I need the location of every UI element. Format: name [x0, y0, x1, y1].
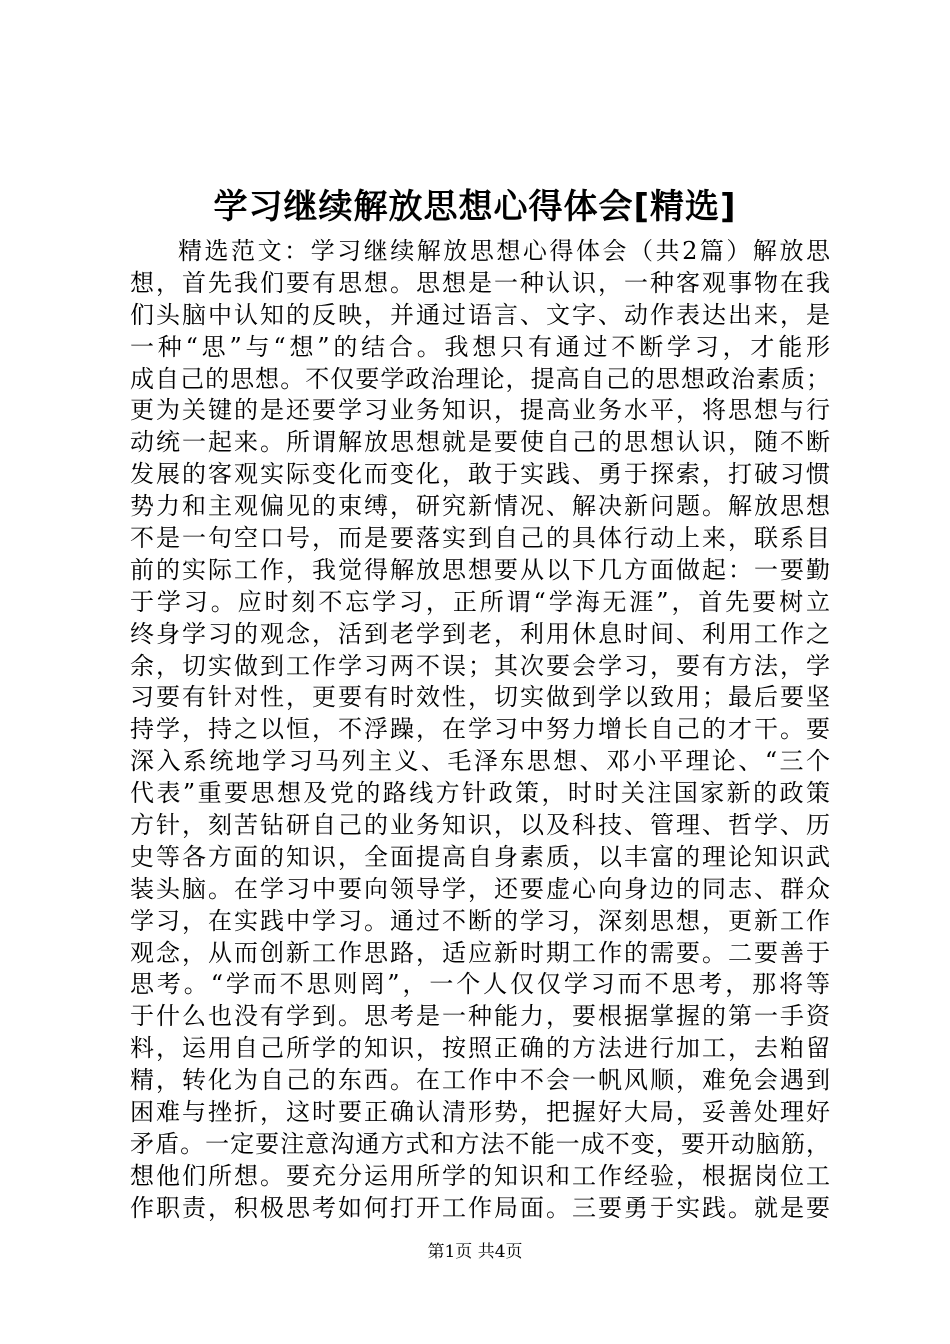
body-line: 终身学习的观念，活到老学到老，利用休息时间、利用工作之 — [130, 619, 830, 648]
body-line: 精，转化为自己的东西。在工作中不会一帆风顺，难免会遇到 — [130, 1066, 830, 1095]
document-title: 学习继续解放思想心得体会[精选] — [213, 187, 737, 227]
body-line: 装头脑。在学习中要向领导学，还要虚心向身边的同志、群众 — [130, 874, 830, 903]
body-line: 想他们所想。要充分运用所学的知识和工作经验，根据岗位工 — [130, 1161, 830, 1190]
body-line: 困难与挫折，这时要正确认清形势，把握好大局，妥善处理好 — [130, 1098, 830, 1127]
body-line: 势力和主观偏见的束缚，研究新情况、解决新问题。解放思想 — [130, 492, 830, 521]
body-line: 作职责，积极思考如何打开工作局面。三要勇于实践。就是要 — [130, 1193, 830, 1222]
body-line: 料，运用自己所学的知识，按照正确的方法进行加工，去粕留 — [130, 1034, 830, 1063]
body-line: 想，首先我们要有思想。思想是一种认识，一种客观事物在我 — [130, 268, 830, 297]
body-line: 动统一起来。所谓解放思想就是要使自己的思想认识，随不断 — [130, 428, 830, 457]
body-line: 深入系统地学习马列主义、毛泽东思想、邓小平理论、“三个 — [130, 747, 830, 776]
body-line: 成自己的思想。不仅要学政治理论，提高自己的思想政治素质； — [130, 364, 830, 393]
page-footer: 第1页 共4页 — [427, 1242, 523, 1262]
body-line: 余，切实做到工作学习两不误；其次要会学习，要有方法，学 — [130, 651, 830, 680]
body-line: 前的实际工作，我觉得解放思想要从以下几方面做起：一要勤 — [130, 555, 830, 584]
body-line: 一种“思”与“想”的结合。我想只有通过不断学习，才能形 — [130, 332, 830, 361]
body-line: 们头脑中认知的反映，并通过语言、文字、动作表达出来，是 — [130, 300, 830, 329]
body-line: 思考。“学而不思则罔”，一个人仅仅学习而不思考，那将等 — [130, 970, 830, 999]
body-line: 史等各方面的知识，全面提高自身素质，以丰富的理论知识武 — [130, 842, 830, 871]
body-line: 不是一句空口号，而是要落实到自己的具体行动上来，联系目 — [130, 524, 830, 553]
body-line: 习要有针对性，更要有时效性，切实做到学以致用；最后要坚 — [130, 683, 830, 712]
body-line: 精选范文：学习继续解放思想心得体会（共2篇）解放思 — [178, 237, 830, 265]
body-line: 方针，刻苦钻研自己的业务知识，以及科技、管理、哲学、历 — [130, 811, 830, 840]
body-line: 更为关键的是还要学习业务知识，提高业务水平，将思想与行 — [130, 396, 830, 425]
body-line: 矛盾。一定要注意沟通方式和方法不能一成不变，要开动脑筋， — [130, 1129, 830, 1158]
body-line: 于学习。应时刻不忘学习，正所谓“学海无涯”，首先要树立 — [130, 587, 830, 616]
body-line: 学习，在实践中学习。通过不断的学习，深刻思想，更新工作 — [130, 906, 830, 935]
body-line: 代表”重要思想及党的路线方针政策，时时关注国家新的政策 — [130, 779, 830, 808]
body-line: 于什么也没有学到。思考是一种能力，要根据掌握的第一手资 — [130, 1002, 830, 1031]
document-body — [130, 236, 830, 1225]
body-line: 发展的客观实际变化而变化，敢于实践、勇于探索，打破习惯 — [130, 460, 830, 489]
body-line: 持学，持之以恒，不浮躁，在学习中努力增长自己的才干。要 — [130, 715, 830, 744]
body-line: 观念，从而创新工作思路，适应新时期工作的需要。二要善于 — [130, 938, 830, 967]
